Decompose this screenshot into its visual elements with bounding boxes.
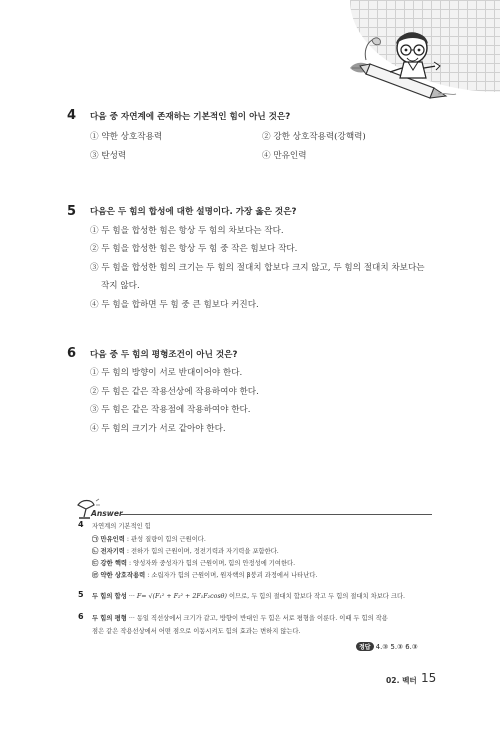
question-4-text: 다음 중 자연계에 존재하는 기본적인 힘이 아닌 것은?	[90, 112, 291, 122]
question-5-number: 5	[67, 204, 77, 219]
question-4-option-1: ① 약한 상호작용력	[90, 132, 163, 142]
answer-4-heading: 자연계의 기본적인 힘	[92, 523, 151, 530]
answer-key	[356, 642, 418, 651]
answer-6-number: 6	[78, 612, 84, 621]
question-4-option-3: ③ 탄성력	[90, 151, 127, 161]
answer-key-badge: 정답	[356, 642, 374, 651]
question-5-option-3-continued: 작지 않다.	[101, 281, 140, 291]
question-4-option-4: ④ 만유인력	[262, 151, 307, 161]
answer-4-item-1: ㉠ 만유인력 : 관성 질량이 힘의 근원이다.	[92, 536, 206, 543]
question-5-text: 다음은 두 힘의 합성에 대한 설명이다. 가장 옳은 것은?	[90, 207, 297, 217]
question-6-option-1: ① 두 힘의 방향이 서로 반대이어야 한다.	[90, 368, 243, 378]
answer-divider	[120, 514, 432, 515]
question-5-option-3: ③ 두 힘을 합성한 힘의 크기는 두 힘의 절대치 합보다 크지 않고, 두 힘의 절대치 차보다는	[90, 263, 425, 273]
answer-key-values: 4.③ 5.③ 6.③	[375, 643, 418, 651]
answer-4-item-4: ㉣ 약한 상호작용력 : 소립자가 힘의 근원이며, 원자핵의 β붕괴 과정에서 나타난다.	[92, 572, 318, 579]
page-number: 15	[421, 671, 437, 685]
answer-4-item-2: ㉡ 전자기력 : 전하가 힘의 근원이며, 정전기력과 자기력을 포함한다.	[92, 548, 279, 555]
question-5-option-2: ② 두 힘을 합성한 힘은 항상 두 힘 중 작은 힘보다 작다.	[90, 244, 298, 254]
answer-6-line-1: 두 힘의 평형 ··· 동일 직선상에서 크기가 같고, 방향이 반대인 두 힘은 서로 평형을 이룬다. 이때 두 힘의 작용	[92, 615, 388, 622]
answer-section-label: Answer	[91, 509, 123, 518]
question-6-number: 6	[67, 346, 77, 361]
question-5-option-4: ④ 두 힘을 합하면 두 힘 중 큰 힘보다 커진다.	[90, 300, 259, 310]
question-6-option-2: ② 두 힘은 같은 작용선상에 작용하여야 한다.	[90, 387, 259, 397]
chapter-label: 02. 벡터	[386, 676, 417, 685]
answer-4-item-3: ㉢ 강한 핵력 : 양성자와 중성자가 힘의 근원이며, 힘의 안정성에 기여한다.	[92, 560, 296, 567]
pencil-mascot-illustration	[346, 22, 458, 104]
question-6-option-3: ③ 두 힘은 같은 작용점에 작용하여야 한다.	[90, 405, 251, 415]
question-5-option-1: ① 두 힘을 합성한 힘은 항상 두 힘의 차보다는 작다.	[90, 226, 284, 236]
question-6-text: 다음 중 두 힘의 평형조건이 아닌 것은?	[90, 350, 238, 360]
question-6-option-4: ④ 두 힘의 크기가 서로 같아야 한다.	[90, 424, 226, 434]
question-4-number: 4	[67, 108, 77, 123]
answer-5-number: 5	[78, 590, 84, 599]
question-4-option-2: ② 강한 상호작용력(강핵력)	[262, 132, 366, 142]
answer-4-number: 4	[78, 520, 84, 529]
answer-5-text: 두 힘의 합성 ··· F= √(F₁² + F₂² + 2F₁F₂cosθ) 이므로, 두 힘의 절대치 합보다 작고 두 힘의 절대치 차보다 크다.	[92, 593, 406, 600]
answer-6-line-2: 점은 같은 작용선상에서 어떤 점으로 이동시켜도 힘의 효과는 변하지 않는다.	[92, 628, 301, 635]
